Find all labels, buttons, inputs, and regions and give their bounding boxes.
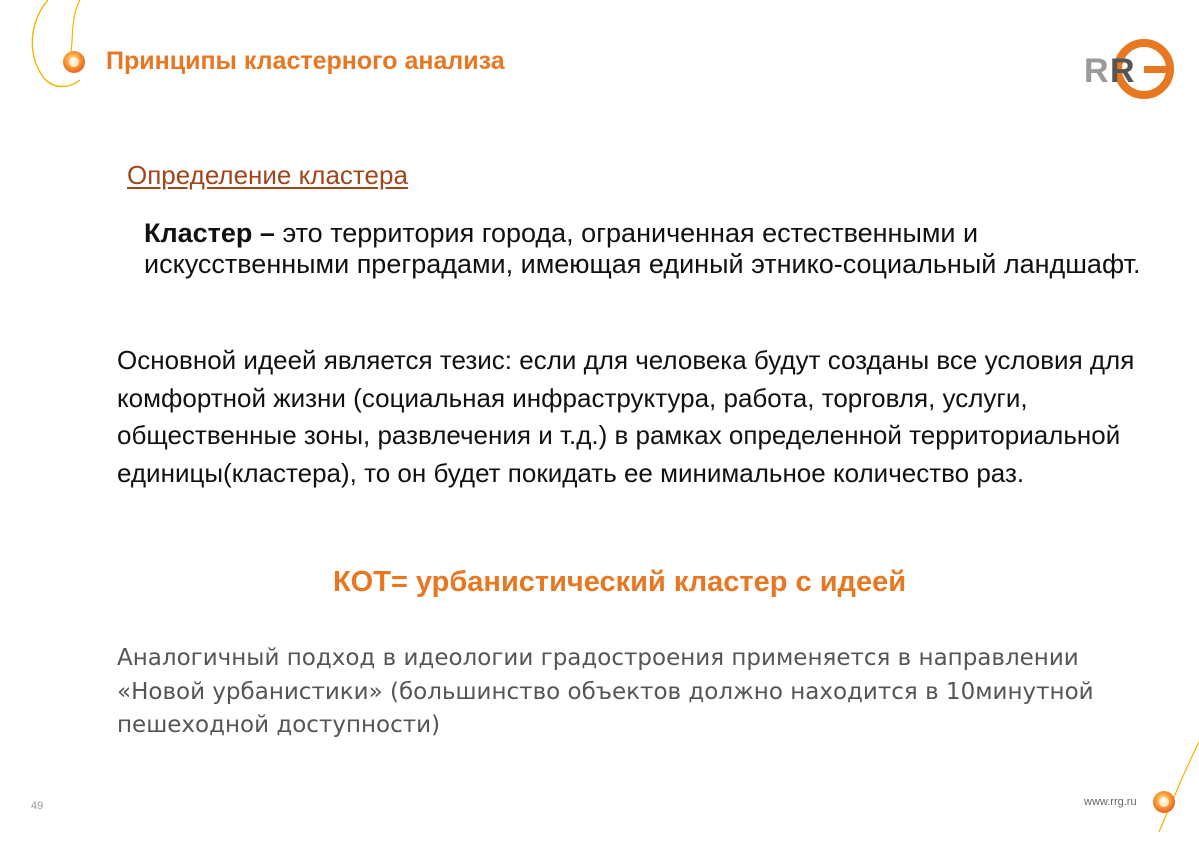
section-subtitle: Определение кластера bbox=[127, 160, 408, 190]
definition-term: Кластер bbox=[144, 218, 253, 248]
definition-dash: – bbox=[252, 218, 283, 248]
definition-text: это территория города, ограниченная естественными и искусственными преградами, имеющая единый этнико-социальный ландшафт. bbox=[144, 218, 1141, 279]
decorative-arc bbox=[0, 0, 110, 100]
footer-url: www.rrg.ru bbox=[1084, 796, 1137, 808]
decorative-corner bbox=[1129, 742, 1199, 842]
orange-orb-icon bbox=[60, 48, 88, 76]
svg-text:R: R bbox=[1110, 52, 1135, 90]
cluster-definition bbox=[144, 218, 1154, 280]
page-title: Принципы кластерного анализа bbox=[106, 47, 505, 75]
svg-text:R: R bbox=[1084, 52, 1109, 90]
main-idea-paragraph: Основной идеей является тезис: если для человека будут созданы все условия для комфортной жизни (социальная инфраструктура, работа, торговля, услуги, общественные зоны, развлечения и т.д.) в рамках определенной территориальной единицы(кластера), то он будет покидать ее минимальное количество раз. bbox=[117, 345, 1135, 488]
rrg-logo-icon bbox=[1082, 38, 1178, 100]
page-number: 49 bbox=[31, 800, 44, 812]
kot-statement: КОТ= урбанистический кластер с идеей bbox=[332, 566, 907, 598]
new-urbanism-paragraph: Аналогичный подход в идеологии градостроения применяется в направлении «Новой урбанистики» (большинство объектов должно находится в 10минутной пешеходной доступности) bbox=[117, 645, 1094, 738]
